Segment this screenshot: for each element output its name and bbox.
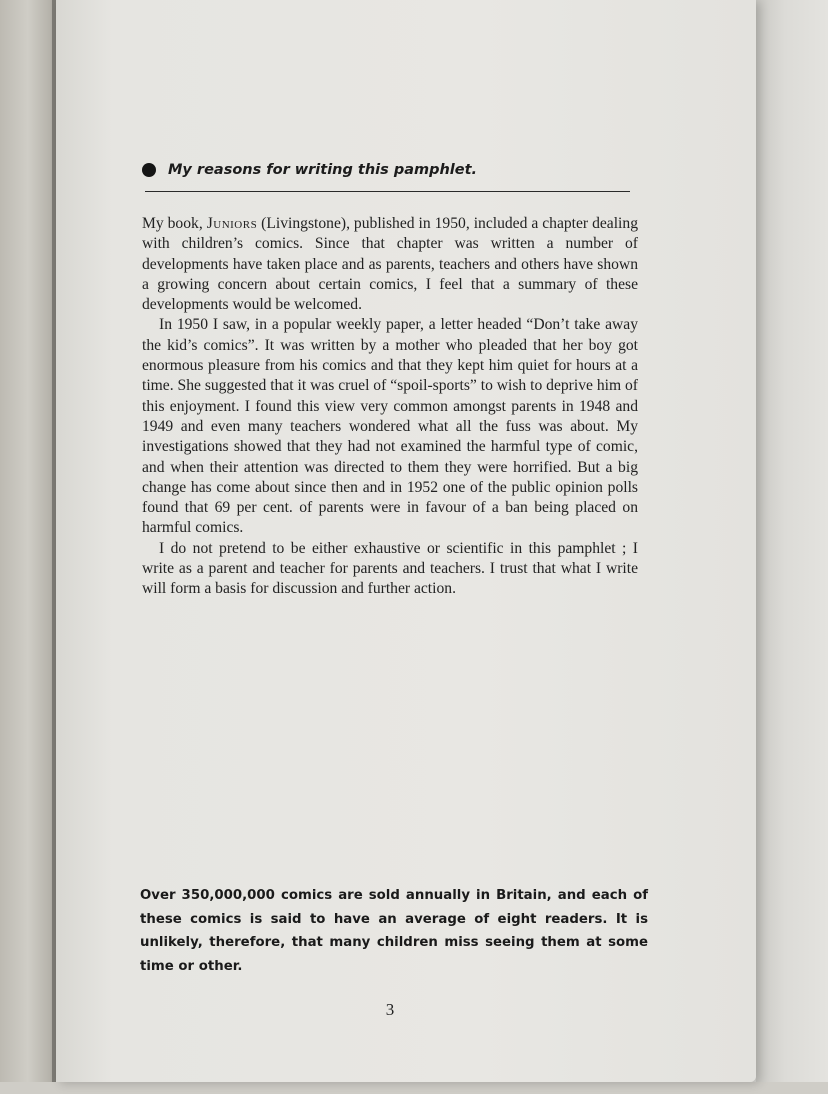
background-surface-bottom [0,1082,828,1094]
paragraph-3: I do not pretend to be either exhaustive or scientific in this pamphlet ; I write as a parent and teacher for parents and teachers. I trust that what I write will form a basis for discussion and further action. [142,539,638,598]
paragraph-1-start: My book, [142,215,207,232]
paragraph-1-rest: (Livingstone), published in 1950, included a chapter dealing with children’s comics. Since that chapter was written a number of developments have taken place and as parents, teachers and others have shown a growing concern about certain comics, I feel that a summary of these developments would be welcomed. [142,215,638,314]
statistic-callout: Over 350,000,000 comics are sold annually in Britain, and each of these comics is said to have an average of eight readers. It is unlikely, therefore, that many children miss seeing them at some time or other. [140,888,648,974]
paragraph-2: In 1950 I saw, in a popular weekly paper, a letter headed “Don’t take away the kid’s comics”. It was written by a mother who pleaded that her boy got enormous pleasure from his comics and that they kept him quiet for hours at a time. She suggested that it was cruel of “spoil-sports” to wish to deprive him of this enjoyment. I found this view very common amongst parents in 1948 and 1949 and even many teachers wondered what all the fuss was about. My investigations showed that they had not examined the harmful type of comic, and when their attention was directed to them they were horrified. But a big change has come about since then and in 1952 one of the public opinion polls found that 69 per cent. of parents were in favour of a ban being placed on harmful comics. [142,316,638,537]
section-heading [142,158,632,182]
background-surface [756,0,828,1094]
section-heading-text: My reasons for writing this pamphlet. [168,162,478,178]
paragraph-1 [142,214,638,315]
page-number: 3 [385,1000,395,1019]
book-title: Juniors [206,215,258,232]
heading-rule [145,191,630,192]
bullet-icon [142,163,156,177]
body-text [142,214,638,600]
